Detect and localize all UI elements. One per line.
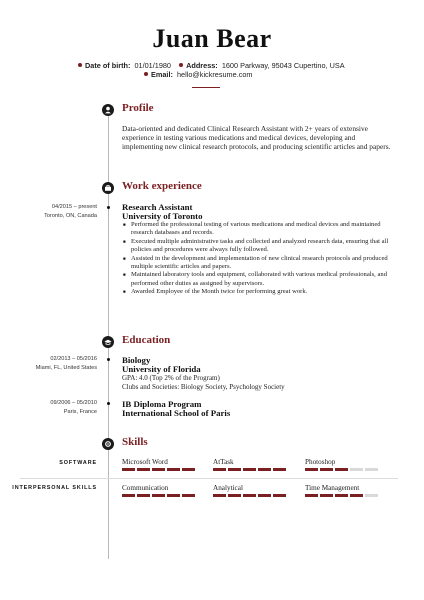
skill-level-segment [182, 468, 195, 471]
section-title-skills: Skills [122, 436, 148, 448]
skill-level-segment [335, 468, 348, 471]
skill-level-segment [305, 468, 318, 471]
skill-level-segment [273, 494, 286, 497]
skill-level-segment [365, 494, 378, 497]
timeline-dot [107, 358, 110, 361]
contact-line-1 [78, 61, 345, 70]
skill-name: AtTask [213, 458, 234, 466]
edu-meta [7, 355, 97, 373]
skill-level-segment [228, 468, 241, 471]
skill-item [305, 484, 378, 497]
skill-level-segment [320, 494, 333, 497]
skill-level-segment [152, 494, 165, 497]
skill-level-segment [350, 468, 363, 471]
bullet-dot [179, 63, 183, 67]
edu-details [122, 374, 397, 391]
job-bullet: ■ Maintained laboratory tools and equipment, collaborated with various medical professionals, and performed other duties as assigned by supervisors. [131, 271, 390, 288]
email-label: Email: [151, 70, 173, 79]
edu-school: International School of Paris [122, 408, 231, 418]
skill-level-segment [122, 494, 135, 497]
section-title-profile: Profile [122, 102, 154, 114]
job-bullet: ■ Awarded Employee of the Month twice for performing great work. [131, 288, 390, 296]
skill-level-bar [213, 468, 286, 471]
skill-level-segment [122, 468, 135, 471]
job-bullet: ■ Performed the professional testing of various medications and medical devices and maintained research databases and records. [131, 221, 390, 238]
skill-level-segment [228, 494, 241, 497]
address-label: Address: [186, 61, 218, 70]
job-bullet: ■ Assisted in the development and implementation of new clinical research protocols and produced multiple scientific articles and papers. [131, 255, 390, 272]
skill-level-segment [152, 468, 165, 471]
bullet-dot [78, 63, 82, 67]
section-title-education: Education [122, 334, 171, 346]
skill-level-bar [122, 468, 195, 471]
skill-group-label: SOFTWARE [59, 460, 97, 466]
skill-level-segment [350, 494, 363, 497]
skill-name: Time Management [305, 484, 360, 492]
skill-level-segment [213, 494, 226, 497]
skill-level-segment [320, 468, 333, 471]
job-meta [7, 203, 97, 221]
timeline-dot [107, 402, 110, 405]
email-value[interactable]: hello@kickresume.com [176, 70, 253, 79]
skill-level-segment [243, 494, 256, 497]
skill-item [213, 458, 286, 471]
skill-group-separator [20, 478, 398, 479]
edu-meta [7, 399, 97, 417]
skill-name: Analytical [213, 484, 243, 492]
skill-level-segment [213, 468, 226, 471]
skill-level-bar [305, 494, 378, 497]
skills-icon [102, 438, 114, 450]
timeline-line [108, 104, 109, 559]
briefcase-icon [102, 182, 114, 194]
profile-text: Data-oriented and dedicated Clinical Research Assistant with 2+ years of extensive experience in testing various medications and medical devices, developing and implementing new clinical research protocols, and producing scientific articles and papers. [122, 124, 391, 151]
edu-degree: IB Diploma Program [122, 399, 202, 409]
edu-location: Miami, FL, United States [35, 365, 97, 371]
skill-level-segment [258, 468, 271, 471]
edu-detail-line: GPA: 4.0 (Top 2% of the Program) [122, 374, 220, 382]
skill-group-label: INTERPERSONAL SKILLS [12, 485, 97, 491]
dob-label: Date of birth: [85, 61, 131, 70]
edu-degree: Biology [122, 355, 151, 365]
skill-level-segment [335, 494, 348, 497]
skill-level-segment [137, 494, 150, 497]
skill-level-segment [167, 468, 180, 471]
job-bullets [122, 221, 390, 297]
skill-item [305, 458, 378, 471]
edu-detail-line: Clubs and Societies: Biology Society, Psychology Society [122, 382, 285, 391]
skill-level-bar [122, 494, 195, 497]
contact-line-2 [144, 70, 253, 79]
header-divider [192, 87, 220, 88]
skill-item [213, 484, 286, 497]
edu-location: Paris, France [63, 409, 97, 415]
job-employer: University of Toronto [122, 211, 203, 221]
edu-dates: 02/2013 – 05/2016 [50, 356, 97, 362]
graduation-cap-icon [102, 336, 114, 348]
edu-dates: 09/2006 – 05/2010 [50, 400, 97, 406]
edu-school: University of Florida [122, 364, 201, 374]
address-value: 1600 Parkway, 95043 Cupertino, USA [221, 61, 345, 70]
skill-item [122, 458, 195, 471]
skill-item [122, 484, 195, 497]
job-location: Toronto, ON, Canada [44, 213, 97, 219]
skill-level-segment [258, 494, 271, 497]
skill-level-bar [305, 468, 378, 471]
skill-level-segment [305, 494, 318, 497]
skill-level-bar [213, 494, 286, 497]
job-dates: 04/2015 – present [51, 204, 97, 210]
skill-level-segment [243, 468, 256, 471]
section-title-work: Work experience [122, 180, 202, 192]
profile-person-icon [102, 104, 114, 116]
skill-level-segment [167, 494, 180, 497]
skill-level-segment [182, 494, 195, 497]
skill-level-segment [365, 468, 378, 471]
job-bullet: ■ Executed multiple administrative tasks and collected and analyzed research data, ensuring that all policies and procedures were always fully followed. [131, 238, 390, 255]
skill-level-segment [273, 468, 286, 471]
skill-name: Photoshop [305, 458, 336, 466]
job-position: Research Assistant [122, 202, 193, 212]
skill-name: Communication [122, 484, 169, 492]
candidate-name: Juan Bear [152, 24, 272, 53]
skill-name: Microsoft Word [122, 458, 168, 466]
bullet-dot [144, 72, 148, 76]
dob-value: 01/01/1980 [134, 61, 171, 70]
timeline-dot [107, 206, 110, 209]
skill-level-segment [137, 468, 150, 471]
